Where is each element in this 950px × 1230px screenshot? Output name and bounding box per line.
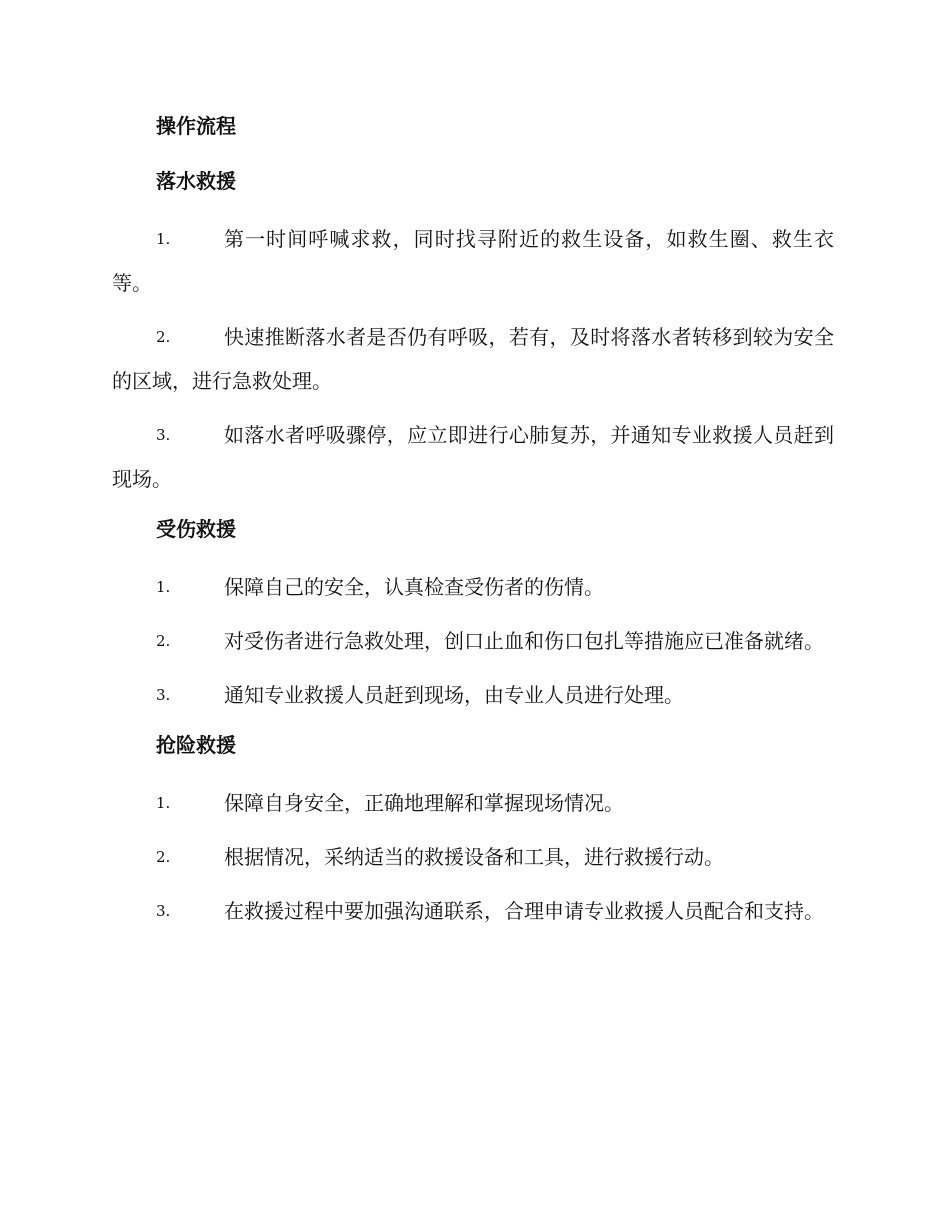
step-list [112,781,834,933]
list-item [112,889,834,933]
step-number: 2. [156,328,171,346]
step-text: 快速推断落水者是否仍有呼吸，若有，及时将落水者转移到较为安全的区域，进行急救处理。 [112,325,834,393]
step-number: 1. [156,230,171,248]
step-list [112,217,834,501]
step-text: 对受伤者进行急救处理，创口止血和伤口包扎等措施应已准备就绪。 [224,629,824,653]
section-heading: 抢险救援 [156,733,236,757]
step-text: 在救援过程中要加强沟通联系，合理申请专业救援人员配合和支持。 [224,899,824,923]
list-item [112,619,834,663]
list-item [112,315,834,403]
step-number: 3. [156,426,171,444]
section-heading: 受伤救援 [156,517,236,541]
step-text: 通知专业救援人员赶到现场，由专业人员进行处理。 [224,683,684,707]
step-number: 2. [156,848,171,866]
step-text: 保障自身安全，正确地理解和掌握现场情况。 [224,791,624,815]
section-injury-rescue [112,511,834,717]
step-number: 3. [156,902,171,920]
list-item [112,835,834,879]
step-list [112,565,834,717]
document-body [112,108,834,943]
step-number: 3. [156,686,171,704]
section-drowning-rescue [112,163,834,501]
list-item [112,565,834,609]
list-item [112,413,834,501]
list-item [112,217,834,305]
step-text: 保障自己的安全，认真检查受伤者的伤情。 [224,575,604,599]
step-number: 2. [156,632,171,650]
step-number: 1. [156,794,171,812]
step-number: 1. [156,578,171,596]
list-item [112,781,834,825]
document-title: 操作流程 [156,114,236,138]
step-text: 根据情况，采纳适当的救援设备和工具，进行救援行动。 [224,845,724,869]
section-heading: 落水救援 [156,169,236,193]
step-text: 如落水者呼吸骤停，应立即进行心肺复苏，并通知专业救援人员赶到现场。 [112,423,834,491]
step-text: 第一时间呼喊求救，同时找寻附近的救生设备，如救生圈、救生衣等。 [112,227,834,295]
list-item [112,673,834,717]
section-emergency-rescue [112,727,834,933]
